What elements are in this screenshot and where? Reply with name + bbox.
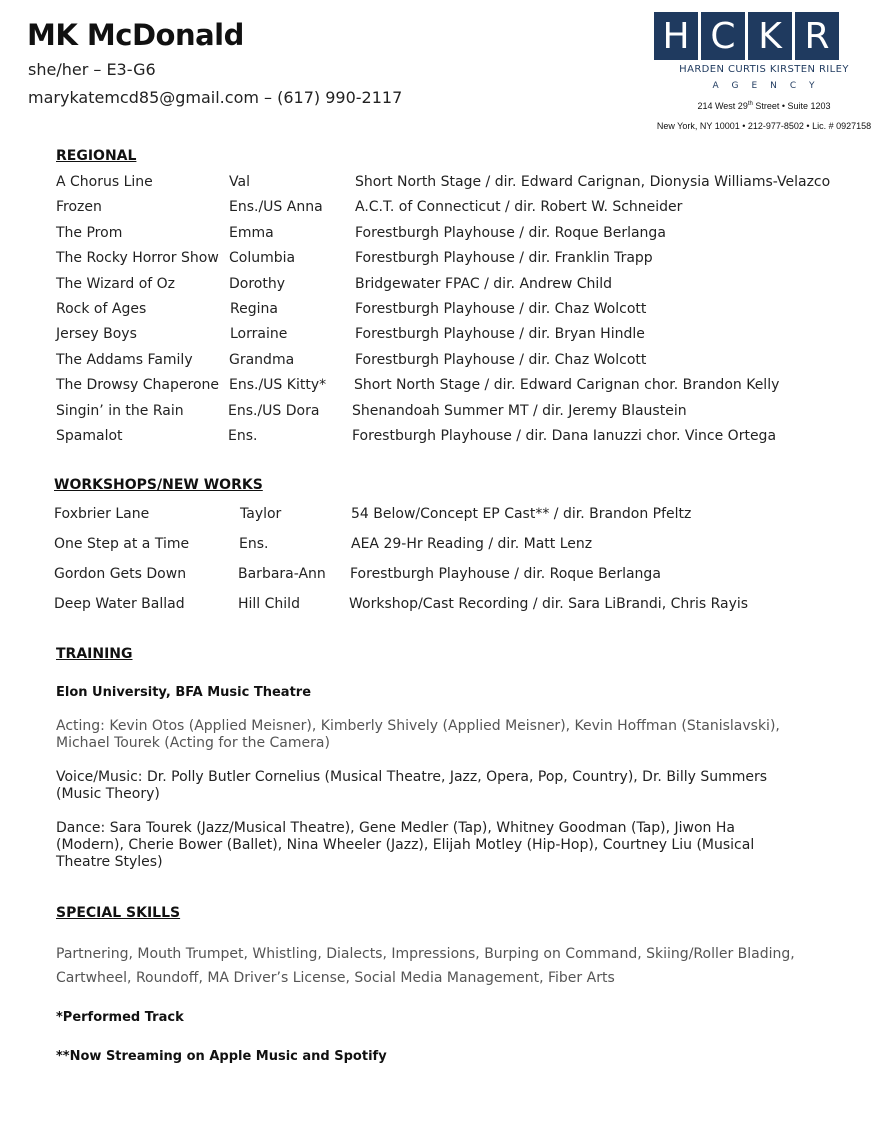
special-skills-text: Partnering, Mouth Trumpet, Whistling, Dialects, Impressions, Burping on Command, Skiing/Roller Blading, Cartwheel, Roundoff, MA Driver’s License, Social Media Management, Fiber Arts (56, 946, 795, 986)
credit-row (0, 199, 896, 219)
credit-venue: Forestburgh Playhouse / dir. Chaz Wolcott (355, 351, 647, 368)
special-skills-heading: SPECIAL SKILLS (56, 905, 181, 921)
credit-role: Val (229, 174, 250, 190)
training-voice: Voice/Music: Dr. Polly Butler Cornelius (Musical Theatre, Jazz, Opera, Pop, Country), Dr. Billy Summers (Music Theory) (56, 769, 768, 802)
credit-show: The Prom (56, 224, 123, 241)
credit-venue: Workshop/Cast Recording / dir. Sara LiBrandi, Chris Rayis (349, 596, 749, 612)
credit-venue: AEA 29-Hr Reading / dir. Matt Lenz (351, 536, 593, 552)
credit-venue: Forestburgh Playhouse / dir. Roque Berlanga (350, 566, 661, 582)
credit-show: Jersey Boys (56, 326, 137, 343)
credit-role: Ens./US Kitty* (229, 377, 327, 394)
agency-word: AGENCY (712, 81, 828, 91)
credit-venue: Short North Stage / dir. Edward Carignan chor. Brandon Kelly (354, 377, 780, 394)
agency-full-name: HARDEN CURTIS KIRSTEN RILEY (679, 64, 849, 75)
credit-role: Ens./US Anna (229, 199, 323, 216)
training-school: Elon University, BFA Music Theatre (56, 685, 312, 700)
credit-show: Spamalot (56, 428, 123, 444)
credit-venue: Shenandoah Summer MT / dir. Jeremy Blaustein (352, 402, 687, 419)
credit-venue: Forestburgh Playhouse / dir. Dana Ianuzzi chor. Vince Ortega (352, 428, 777, 444)
credit-role: Grandma (229, 351, 295, 368)
training-dance: Dance: Sara Tourek (Jazz/Musical Theatre), Gene Medler (Tap), Whitney Goodman (Tap), Jiwon Ha (Modern), Cherie Bower (Ballet), Nina Wheeler (Jazz), Elijah Motley (Hip-Hop), Courtney Liu (Musical Theatre Styles) (56, 820, 755, 870)
credit-venue: 54 Below/Concept EP Cast** / dir. Brandon Pfeltz (351, 506, 692, 522)
credit-role: Ens. (228, 428, 258, 444)
credit-role: Columbia (229, 250, 296, 267)
credit-row (0, 566, 896, 586)
credit-venue: Short North Stage / dir. Edward Carignan, Dionysia Williams-Velazco (355, 174, 831, 190)
credit-row (0, 326, 896, 346)
credit-show: The Addams Family (56, 351, 193, 368)
credit-show: The Drowsy Chaperone (56, 377, 219, 394)
credit-venue: Forestburgh Playhouse / dir. Bryan Hindle (355, 326, 645, 343)
training-acting: Acting: Kevin Otos (Applied Meisner), Kimberly Shively (Applied Meisner), Kevin Hoffman (Stanislavski), Michael Tourek (Acting for the Camera) (56, 718, 780, 751)
credit-role: Lorraine (230, 326, 288, 343)
credit-role: Dorothy (229, 275, 286, 292)
credit-show: Rock of Ages (56, 301, 147, 317)
agency-address-line1: 214 West 29th Street • Suite 1203 (697, 101, 831, 111)
contact-info: marykatemcd85@gmail.com – (617) 990-2117 (28, 88, 403, 107)
credit-venue: Forestburgh Playhouse / dir. Franklin Trapp (355, 250, 653, 267)
credit-role: Barbara-Ann (238, 566, 326, 582)
credit-role: Ens./US Dora (228, 402, 320, 419)
credit-role: Regina (230, 301, 278, 317)
credit-show: Frozen (56, 199, 102, 216)
logo-letter: R (795, 12, 839, 60)
agency-logo (654, 12, 839, 60)
credit-row (0, 276, 896, 296)
credit-show: The Wizard of Oz (56, 275, 175, 292)
credit-role: Taylor (240, 506, 282, 522)
credit-show: One Step at a Time (54, 536, 190, 552)
performer-name: MK McDonald (27, 18, 244, 52)
credit-row (0, 225, 896, 245)
footnote-performed-track: *Performed Track (56, 1010, 184, 1025)
credit-row (0, 428, 896, 448)
credit-show: Gordon Gets Down (54, 566, 187, 582)
logo-letter: C (701, 12, 745, 60)
logo-letter: K (748, 12, 792, 60)
credit-venue: A.C.T. of Connecticut / dir. Robert W. Schneider (355, 199, 683, 216)
credit-show: Foxbrier Lane (54, 506, 150, 522)
agency-address-line2: New York, NY 10001 • 212-977-8502 • Lic. # 0927158 (656, 121, 872, 131)
credit-row (0, 352, 896, 372)
credit-row (0, 403, 896, 423)
workshops-heading: WORKSHOPS/NEW WORKS (54, 477, 263, 493)
footnote-streaming: **Now Streaming on Apple Music and Spotify (56, 1049, 387, 1064)
pronouns-vocal-range: she/her – E3-G6 (28, 60, 156, 79)
credit-row (0, 301, 896, 321)
credit-venue: Forestburgh Playhouse / dir. Chaz Wolcott (355, 301, 647, 317)
credit-row (0, 506, 896, 526)
logo-letter: H (654, 12, 698, 60)
credit-venue: Forestburgh Playhouse / dir. Roque Berlanga (355, 224, 666, 241)
credit-role: Ens. (239, 536, 269, 552)
credit-row (0, 174, 896, 194)
credit-row (0, 250, 896, 270)
credit-row (0, 596, 896, 616)
regional-heading: REGIONAL (56, 148, 137, 164)
credit-row (0, 536, 896, 556)
credit-venue: Bridgewater FPAC / dir. Andrew Child (355, 275, 613, 292)
credit-show: The Rocky Horror Show (56, 250, 219, 267)
credit-show: Singin’ in the Rain (56, 402, 184, 419)
credit-role: Emma (229, 224, 274, 241)
credit-role: Hill Child (238, 596, 300, 612)
credit-show: Deep Water Ballad (54, 596, 185, 612)
credit-row (0, 377, 896, 397)
credit-show: A Chorus Line (56, 174, 153, 190)
training-heading: TRAINING (56, 646, 133, 662)
